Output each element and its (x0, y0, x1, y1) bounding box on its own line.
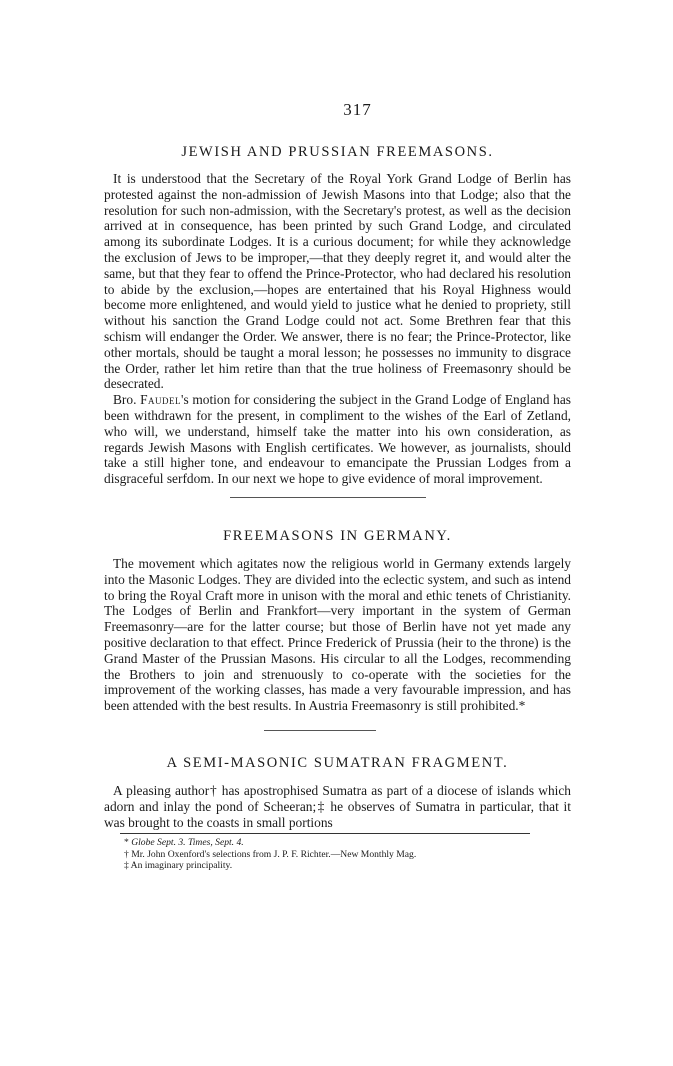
paragraph: A pleasing author† has apostrophised Sumatra as part of a diocese of islands which adorn and inlay the pond of Scheeran;‡ he observes of Sumatra in particular, that it was brought to the coasts in small portions (104, 782, 571, 830)
article-jewish-prussian-freemasons (104, 144, 571, 487)
person-name: Faudel (140, 392, 182, 408)
article-semi-masonic-sumatran-fragment (104, 755, 571, 830)
paragraph: It is understood that the Secretary of the Royal York Grand Lodge of Berlin has protested against the non-admission of Jewish Masons into that Lodge; also that the resolution for such non-admission, with the Secretary's protest, as well as the decision arrived at in consequence, has been printed by such Grand Lodge, and circulated among its subordinate Lodges. It is a curious document; for while they acknowledge the exclusion of Jews to be improper,—that they deeply regret it, and would alter the same, but that they fear to offend the Prince-Protector, who had declared his resolution to abide by the exclusion,—hopes are entertained that his Royal Highness would become more enlightened, and would yield to justice what he denied to propriety, still without his sanction the Grand Lodge could not act. Some Brethren fear that this schism will endanger the Order. We answer, there is no fear; the Prince-Protector, like other mortals, should be taught a moral lesson; he possesses no immunity to disgrace the Order, rather let him retire than that the true holiness of Freemasonry should be desecrated. (104, 171, 571, 392)
section-divider (264, 730, 376, 731)
footnote (124, 849, 571, 860)
section-title: A SEMI-MASONIC SUMATRAN FRAGMENT. (166, 754, 509, 771)
paragraph (104, 392, 571, 487)
footnote-text: Mr. John Oxenford's selections from J. P. F. Richter.—New Monthly Mag. (131, 848, 417, 860)
paragraph-prefix: Bro. (113, 392, 141, 408)
footnote-text: Globe Sept. 3. Times, Sept. 4. (131, 837, 244, 849)
footnote-mark: ‡ (124, 860, 129, 872)
footnote-text: An imaginary principality. (130, 860, 233, 872)
footnote (124, 837, 571, 848)
paragraph-text: 's motion for considering the subject in the Grand Lodge of England has been withdrawn for the present, in compliment to the wishes of the Earl of Zetland, who will, we understand, himself take the matter into his own consideration, as regards Jewish Masons with English certificates. We however, as journalists, should take a still higher tone, and endeavour to emancipate the Prussian Lodges from a disgraceful serfdom. In our next we hope to give evidence of moral improvement. (104, 392, 571, 487)
section-title: JEWISH AND PRUSSIAN FREEMASONS. (181, 144, 494, 160)
footnote (124, 860, 571, 871)
paragraph: The movement which agitates now the religious world in Germany extends largely into the Masonic Lodges. They are divided into the eclectic system, and such as intend to bring the Royal Craft more in unison with the moral and ethic tenets of Christianity. The Lodges of Berlin and Frankfort—very important in the system of German Freemasonry—are for the latter course; but those of Berlin have not yet made any positive declaration to that effect. Prince Frederick of Prussia (heir to the throne) is the Grand Master of the Prussian Masons. His circular to all the Lodges, recommending the Brothers to join and strenuously to co-operate with the societies for the improvement of the working classes, has made a very favourable impression, and has been attended with the best results. In Austria Freemasonry is still prohibited.* (104, 555, 571, 714)
section-divider (230, 497, 426, 498)
footnote-divider (120, 833, 530, 834)
section-title: FREEMASONS IN GERMANY. (223, 527, 452, 544)
footnote-mark: † (124, 848, 129, 860)
footnote-mark: * (124, 837, 129, 849)
article-freemasons-in-germany (104, 528, 571, 714)
page-number: 317 (343, 100, 372, 119)
footnotes (124, 837, 571, 871)
document-page (104, 100, 571, 872)
